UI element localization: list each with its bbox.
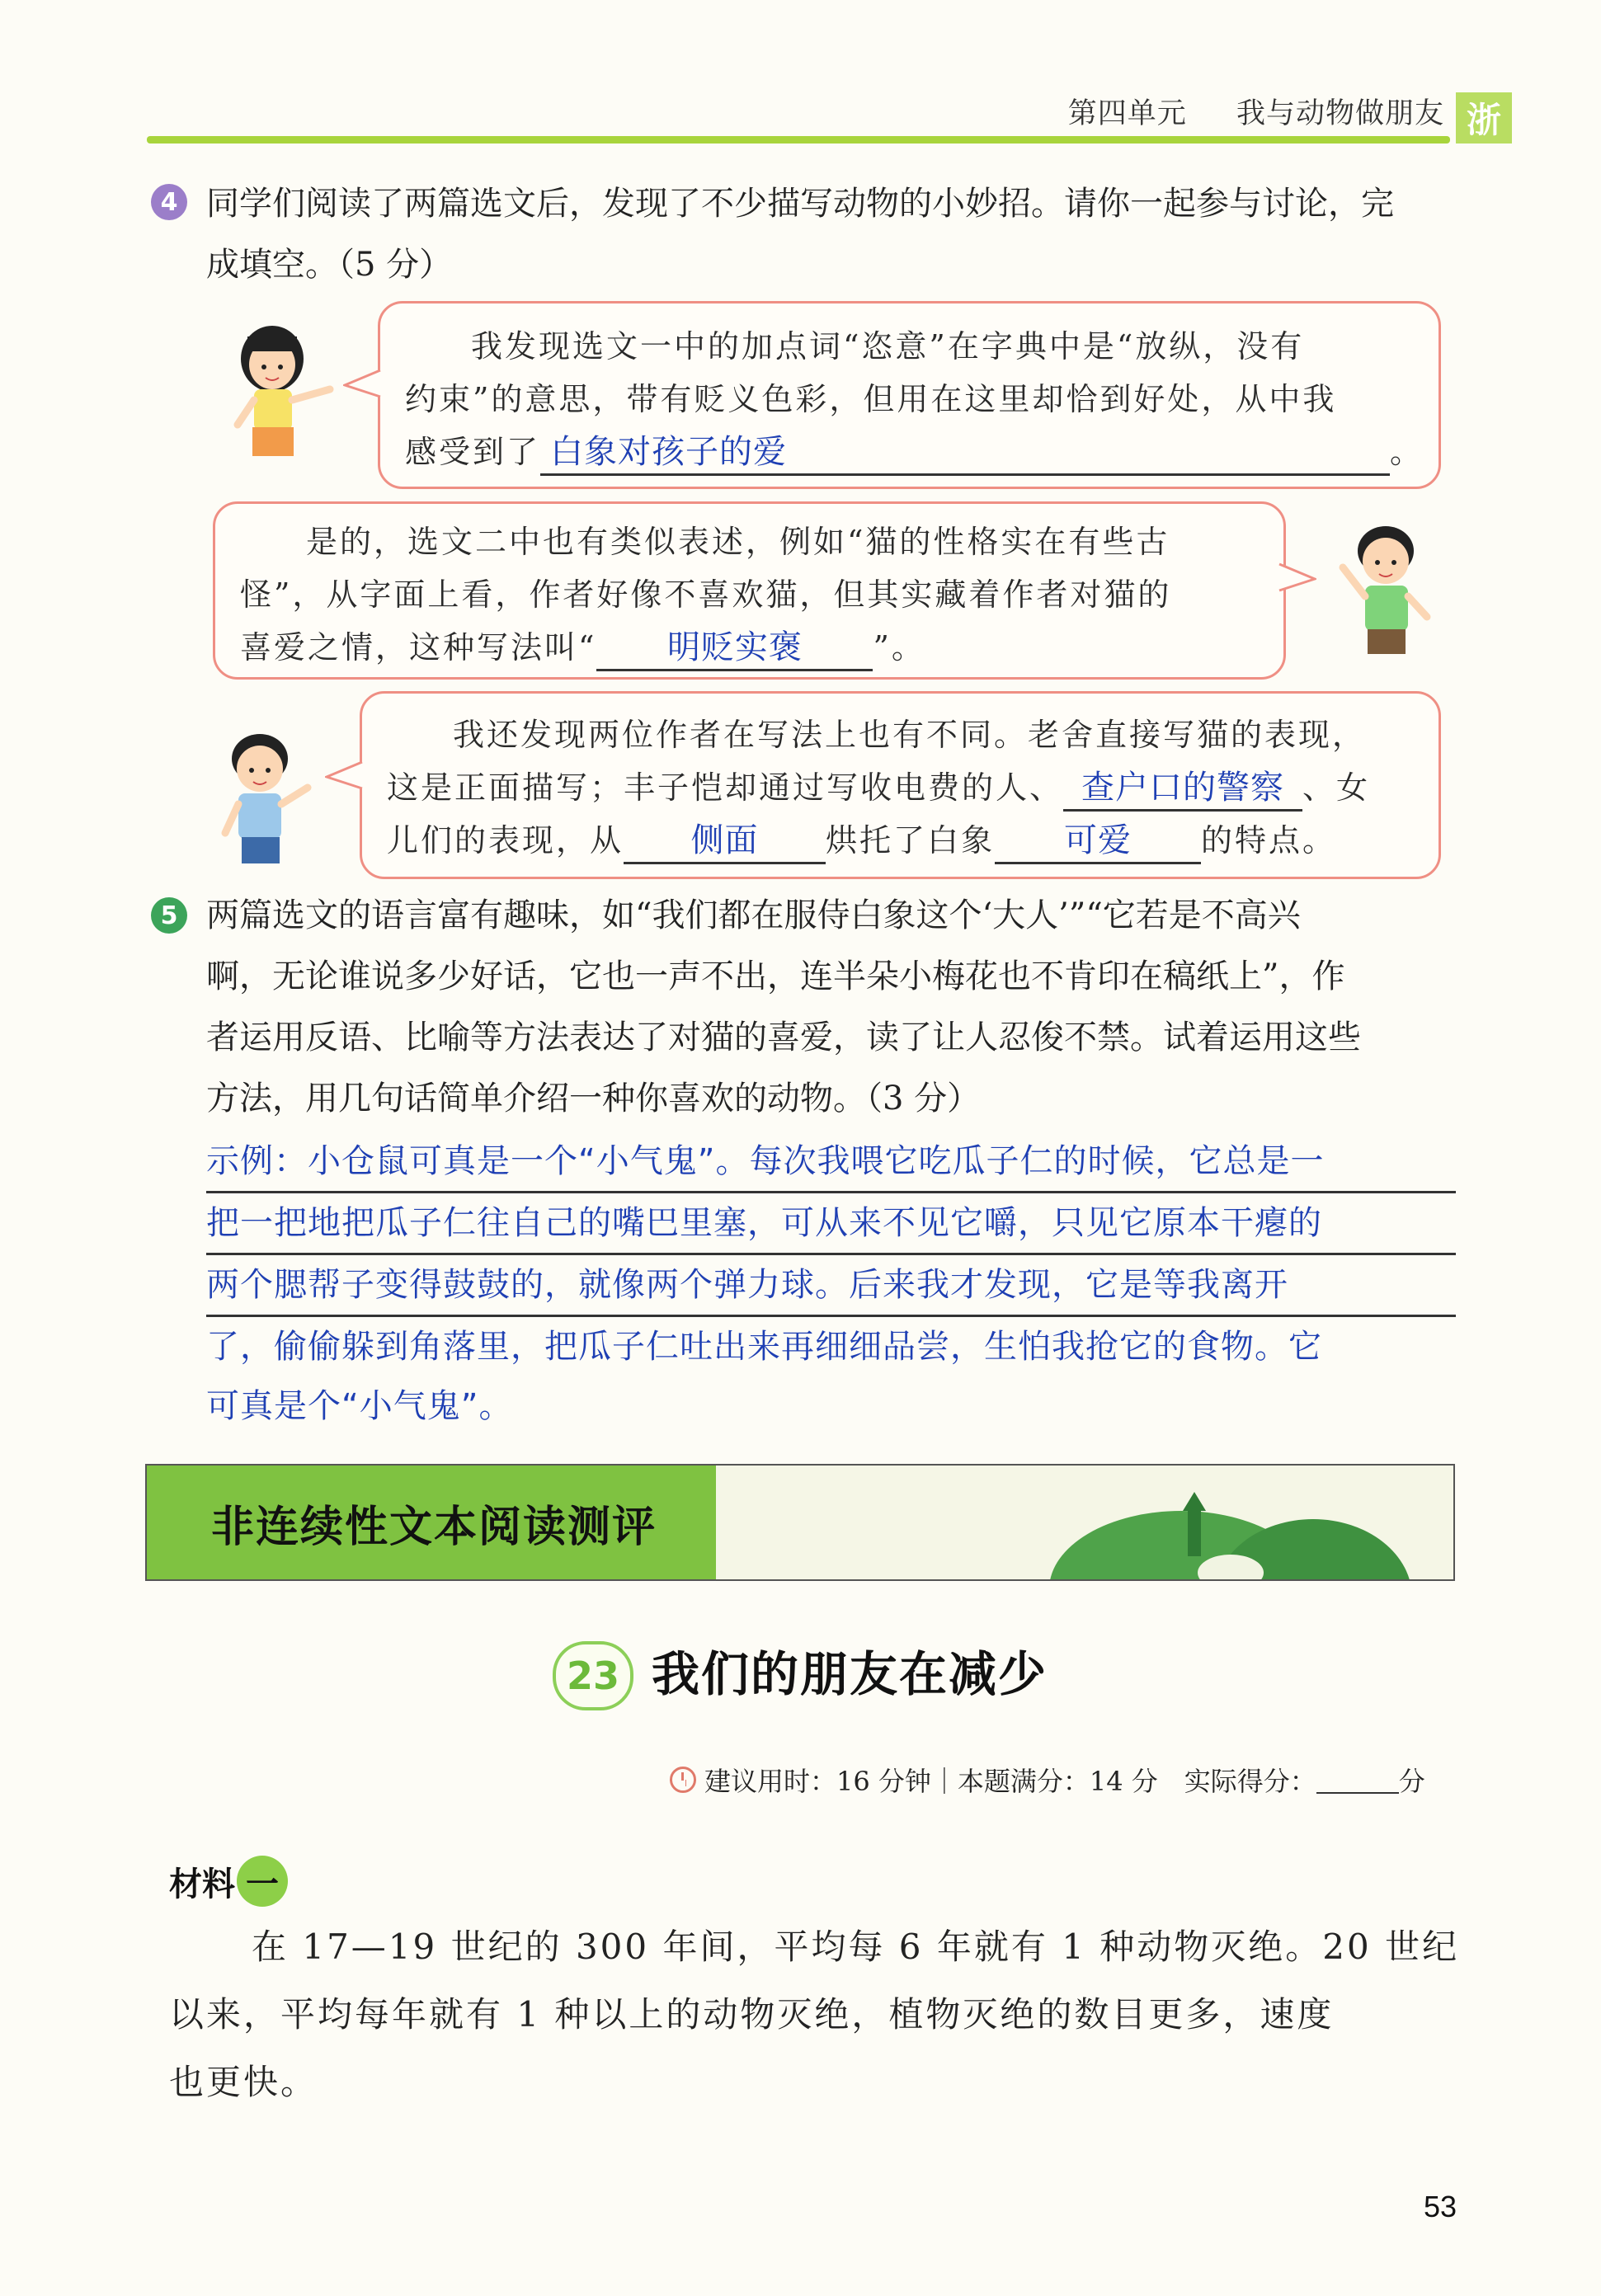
bubble-2-line: 怪”，从字面上看，作者好像不喜欢猫，但其实藏着作者对猫的 <box>240 576 1172 613</box>
answer-blank-side[interactable]: 侧面 <box>624 819 826 864</box>
bubble-1-line-3-prefix: 感受到了 <box>405 434 541 470</box>
bubble-1-line: 约束”的意思，带有贬义色彩，但用在这里却恰到好处，从中我 <box>405 381 1337 417</box>
question-5-number: 5 <box>151 897 187 934</box>
page-number: 53 <box>1423 2190 1457 2223</box>
unit-title: 我与动物做朋友 <box>1236 97 1444 130</box>
material-line: 以来，平均每年就有 1 种以上的动物灭绝，植物灭绝的数目更多，速度 <box>169 1994 1335 2035</box>
question-4-line: 同学们阅读了两篇选文后，发现了不少描写动物的小妙招。请你一起参与讨论，完 <box>206 185 1394 223</box>
answer-blank-feeling[interactable]: 白象对孩子的爱 <box>540 430 1390 476</box>
meta-unit: 分 <box>1398 1766 1425 1797</box>
page-header <box>1068 91 1444 132</box>
bubble-3-line-3-b: 烘托了白象 <box>826 822 996 859</box>
question-4-line: 成填空。（5 分） <box>206 246 453 284</box>
bubble-2-line-3 <box>240 621 1259 674</box>
bubble-1-tail <box>343 367 381 400</box>
answer-line: 了，偷偷躲到角落里，把瓜子仁吐出来再细细品尝，生怕我抢它的食物。它 <box>206 1328 1322 1366</box>
section-title: 非连续性文本阅读测评 <box>147 1466 716 1579</box>
lesson-title: 我们的朋友在减少 <box>652 1646 1048 1702</box>
bubble-2-line-3-prefix: 喜爱之情，这种写法叫“ <box>240 629 597 666</box>
speech-bubble-1 <box>378 301 1441 489</box>
answer-line: 把一把地把瓜子仁往自己的嘴巴里塞，可从来不见它嚼，只见它原本干瘪的 <box>206 1193 1456 1255</box>
bubble-3-line-3 <box>387 814 1414 867</box>
clock-icon <box>670 1767 696 1793</box>
hill-decoration <box>1041 1482 1420 1581</box>
bubble-3-line-2 <box>387 761 1414 814</box>
material-1-label <box>169 1856 288 1907</box>
bubble-2-line: 是的，选文二中也有类似表述，例如“猫的性格实在有些古 <box>306 524 1170 560</box>
province-mark: 浙 <box>1456 92 1512 144</box>
question-5-line: 两篇选文的语言富有趣味，如“我们都在服侍白象这个‘大人’”“它若是不高兴 <box>206 896 1301 934</box>
bubble-3-line-3-a: 儿们的表现，从 <box>387 822 624 859</box>
answer-line: 示例：小仓鼠可真是一个“小气鬼”。每次我喂它吃瓜子仁的时候，它总是一 <box>206 1132 1456 1193</box>
material-line: 在 17—19 世纪的 300 年间，平均每 6 年就有 1 种动物灭绝。20 世纪 <box>252 1927 1460 1967</box>
boy-illustration-left <box>210 726 334 874</box>
bubble-3-line-3-c: 的特点。 <box>1201 822 1337 859</box>
material-1-text <box>169 1913 1460 2116</box>
bubble-3-line-2-suffix: 、女 <box>1302 769 1371 806</box>
question-4-number: 4 <box>151 184 187 220</box>
bubble-1-line: 我发现选文一中的加点词“恣意”在字典中是“放纵，没有 <box>471 328 1305 365</box>
girl-illustration <box>223 322 346 466</box>
answer-blank-police[interactable]: 查户口的警察 <box>1063 766 1302 812</box>
answer-line: 两个腮帮子变得鼓鼓的，就像两个弹力球。后来我才发现，它是等我离开 <box>206 1255 1456 1317</box>
header-divider <box>147 136 1450 144</box>
answer-blank-technique[interactable]: 明贬实褒 <box>596 626 873 671</box>
bubble-2-line-3-suffix: ”。 <box>873 629 925 666</box>
bubble-3-line: 我还发现两位作者在写法上也有不同。老舍直接写猫的表现， <box>453 717 1367 753</box>
speech-bubble-3 <box>360 691 1441 879</box>
question-5-answer[interactable] <box>206 1132 1456 1436</box>
lesson-meta <box>670 1761 1425 1799</box>
lesson-number: 23 <box>553 1641 633 1710</box>
question-5-line: 方法，用几句话简单介绍一种你喜欢的动物。（3 分） <box>206 1080 981 1117</box>
bubble-1-line-3-suffix: 。 <box>1390 434 1424 470</box>
question-5-text <box>206 885 1460 1129</box>
score-blank[interactable] <box>1316 1767 1399 1794</box>
answer-line: 可真是个“小气鬼”。 <box>206 1387 513 1425</box>
section-banner <box>145 1464 1455 1581</box>
bubble-3-line-2-prefix: 这是正面描写；丰子恺却通过写收电费的人、 <box>387 769 1064 806</box>
material-badge: 一 <box>237 1856 288 1907</box>
speech-bubble-2 <box>213 501 1286 680</box>
question-4-text <box>206 173 1460 295</box>
question-5-line: 者运用反语、比喻等方法表达了对猫的喜爱，读了让人忍俊不禁。试着运用这些 <box>206 1019 1361 1056</box>
material-line: 也更快。 <box>169 2062 318 2102</box>
boy-illustration-right <box>1320 518 1452 662</box>
unit-label: 第四单元 <box>1067 97 1187 130</box>
bubble-1-line-3 <box>405 426 1424 478</box>
answer-blank-cute[interactable]: 可爱 <box>995 819 1201 864</box>
question-5-line: 啊，无论谁说多少好话，它也一声不出，连半朵小梅花也不肯印在稿纸上”，作 <box>206 957 1345 995</box>
meta-text: 建议用时：16 分钟｜本题满分：14 分 实际得分： <box>704 1766 1316 1797</box>
bubble-2-tail <box>1278 561 1316 594</box>
material-label-text: 材料 <box>169 1865 235 1903</box>
